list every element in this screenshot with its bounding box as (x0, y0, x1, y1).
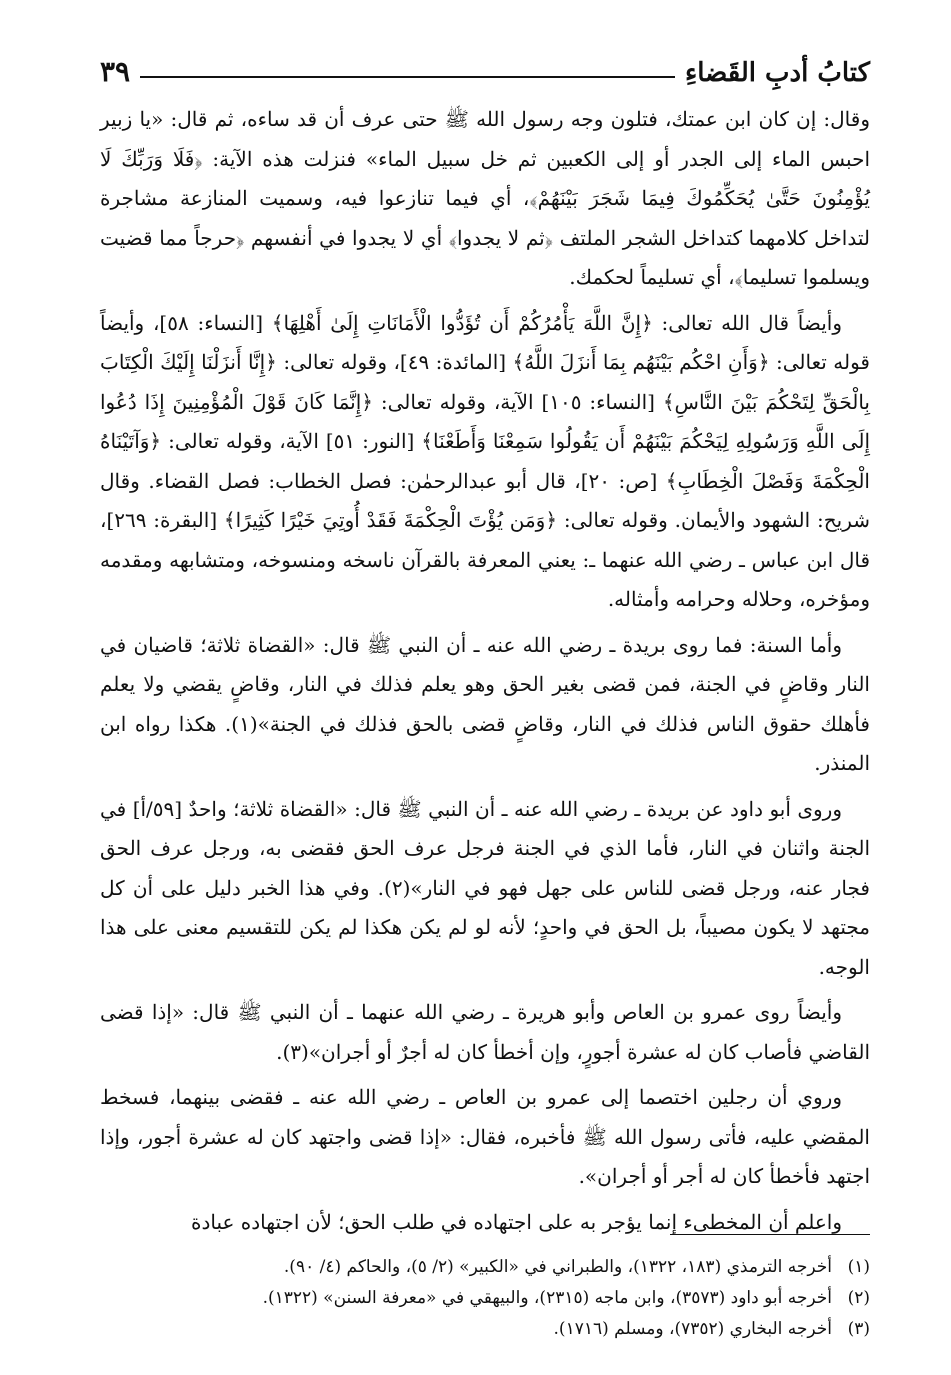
page-header (100, 42, 870, 86)
paragraph-1: وقال: إن كان ابن عمتك، فتلون وجه رسول الله ﷺ حتى عرف أن قد ساءه، ثم قال: «يا زبير احبس الماء إلى الجدر أو إلى الكعبين ثم خل سبيل الماء» فنزلت هذه الآية: ﴿فَلَا وَرَبِّكَ لَا يُؤْمِنُونَ حَتَّىٰ يُحَكِّمُوكَ فِيمَا شَجَرَ بَيْنَهُمْ﴾، أي فيما تنازعوا فيه، وسميت المنازعة مشاجرة لتداخل كلامهما كتداخل الشجر الملتف ﴿ثم لا يجدوا﴾ أي لا يجدوا في أنفسهم ﴿حرجاً مما قضيت ويسلموا تسليما﴾، أي تسليماً لحكمك. (100, 107, 870, 289)
footnotes (100, 1252, 870, 1345)
header-rule (140, 76, 675, 78)
footnote (100, 1314, 870, 1345)
book-page (100, 42, 871, 1339)
footnote-text: أخرجه البخاري (٧٣٥٢)، ومسلم (١٧١٦). (553, 1319, 832, 1339)
footnote-separator (100, 1234, 870, 1235)
paragraph-6: وروي أن رجلين اختصما إلى عمرو بن العاص ـ رضي الله عنه ـ فقضى بينهما، فسخط المقضي عليه، فأتى رسول الله ﷺ فأخبره، فقال: «إذا قضى واجتهد كان له عشرة أجور، وإذا اجتهد فأخطأ كان له أجر أو أجران». (100, 1085, 870, 1188)
footnote-text: أخرجه أبو داود (٣٥٧٣)، وابن ماجه (٢٣١٥)، والبيهقي في «معرفة السنن» (١٣٢٢). (262, 1288, 832, 1308)
page-number: ٣٩ (100, 55, 131, 88)
paragraph-3: وأما السنة: فما روى بريدة ـ رضي الله عنه ـ أن النبي ﷺ قال: «القضاة ثلاثة؛ قاضيان في النار وقاضٍ في الجنة، فمن قضى بغير الحق وهو يعلم فذلك في النار، وقاضٍ يقضي ولا يعلم فأهلك حقوق الناس فذلك في النار، وقاضٍ قضى بالحق فذلك في الجنة»(١). هكذا رواه ابن المنذر. (100, 632, 870, 775)
footnote-number: (١) (847, 1257, 870, 1277)
paragraph-7: واعلم أن المخطىء إنما يؤجر به على اجتهاده في طلب الحق؛ لأن اجتهاده عبادة (190, 1209, 842, 1234)
footnote (100, 1283, 870, 1314)
paragraph-4: وروى أبو داود عن بريدة ـ رضي الله عنه ـ أن النبي ﷺ قال: «القضاة ثلاثة؛ واحدٌ [٥٩/أ] في الجنة واثنان في النار، فأما الذي في الجنة فرجل عرف الحق فقضى به، ورجل عرف الحق فجار عنه، ورجل قضى للناس على جهل فهو في النار»(٢). وفي هذا الخبر دليل على أن كل مجتهد لا يكون مصيباً، بل الحق في واحدٍ؛ لأنه لو لم يكن هكذا لم يكن للتقسيم معنى على هذا الوجه. (100, 796, 870, 979)
running-title: كتابُ أدبِ القَضاءِ (685, 58, 870, 88)
footnote-number: (٣) (847, 1319, 870, 1339)
footnote-number: (٢) (847, 1288, 870, 1308)
paragraph-2: وأيضاً قال الله تعالى: ﴿إِنَّ اللَّهَ يَأْمُرُكُمْ أَن تُؤَدُّوا الْأَمَانَاتِ إِلَىٰ أَهْلِهَا﴾ [النساء: ٥٨]، وأيضاً قوله تعالى: ﴿وَأَنِ احْكُم بَيْنَهُم بِمَا أَنزَلَ اللَّهُ﴾ [المائدة: ٤٩]، وقوله تعالى: ﴿إِنَّا أَنزَلْنَا إِلَيْكَ الْكِتَابَ بِالْحَقِّ لِتَحْكُمَ بَيْنَ النَّاسِ﴾ [النساء: ١٠٥] الآية، وقوله تعالى: ﴿إِنَّمَا كَانَ قَوْلَ الْمُؤْمِنِينَ إِذَا دُعُوا إِلَى اللَّهِ وَرَسُولِهِ لِيَحْكُمَ بَيْنَهُمْ أَن يَقُولُوا سَمِعْنَا وَأَطَعْنَا﴾ [النور: ٥١] الآية، وقوله تعالى: ﴿وَآتَيْنَاهُ الْحِكْمَةَ وَفَصْلَ الْخِطَابِ﴾ [ص: ٢٠]، قال أبو عبدالرحمٰن: فصل الخطاب: فصل القضاء. وقال شريح: الشهود والأيمان. وقوله تعالى: ﴿وَمَن يُؤْتَ الْحِكْمَةَ فَقَدْ أُوتِيَ خَيْرًا كَثِيرًا﴾ [البقرة: ٢٦٩]، قال ابن عباس ـ رضي الله عنهما ـ: يعني المعرفة بالقرآن ناسخه ومنسوخه، ومتشابهه ومقدمه ومؤخره، وحلاله وحرامه وأمثاله. (100, 310, 871, 611)
footnote (100, 1252, 870, 1283)
footnote-text: أخرجه الترمذي (١٨٣، ١٣٢٢)، والطبراني في «الكبير» (٢/ ٥)، والحاكم (٤/ ٩٠). (283, 1257, 832, 1277)
main-text (100, 100, 870, 1242)
paragraph-5: وأيضاً روى عمرو بن العاص وأبو هريرة ـ رضي الله عنهما ـ أن النبي ﷺ قال: «إذا قضى القاضي فأصاب كان له عشرة أجورٍ، وإن أخطأ كان له أجرٌ أو أجران»(٣). (100, 1000, 870, 1064)
